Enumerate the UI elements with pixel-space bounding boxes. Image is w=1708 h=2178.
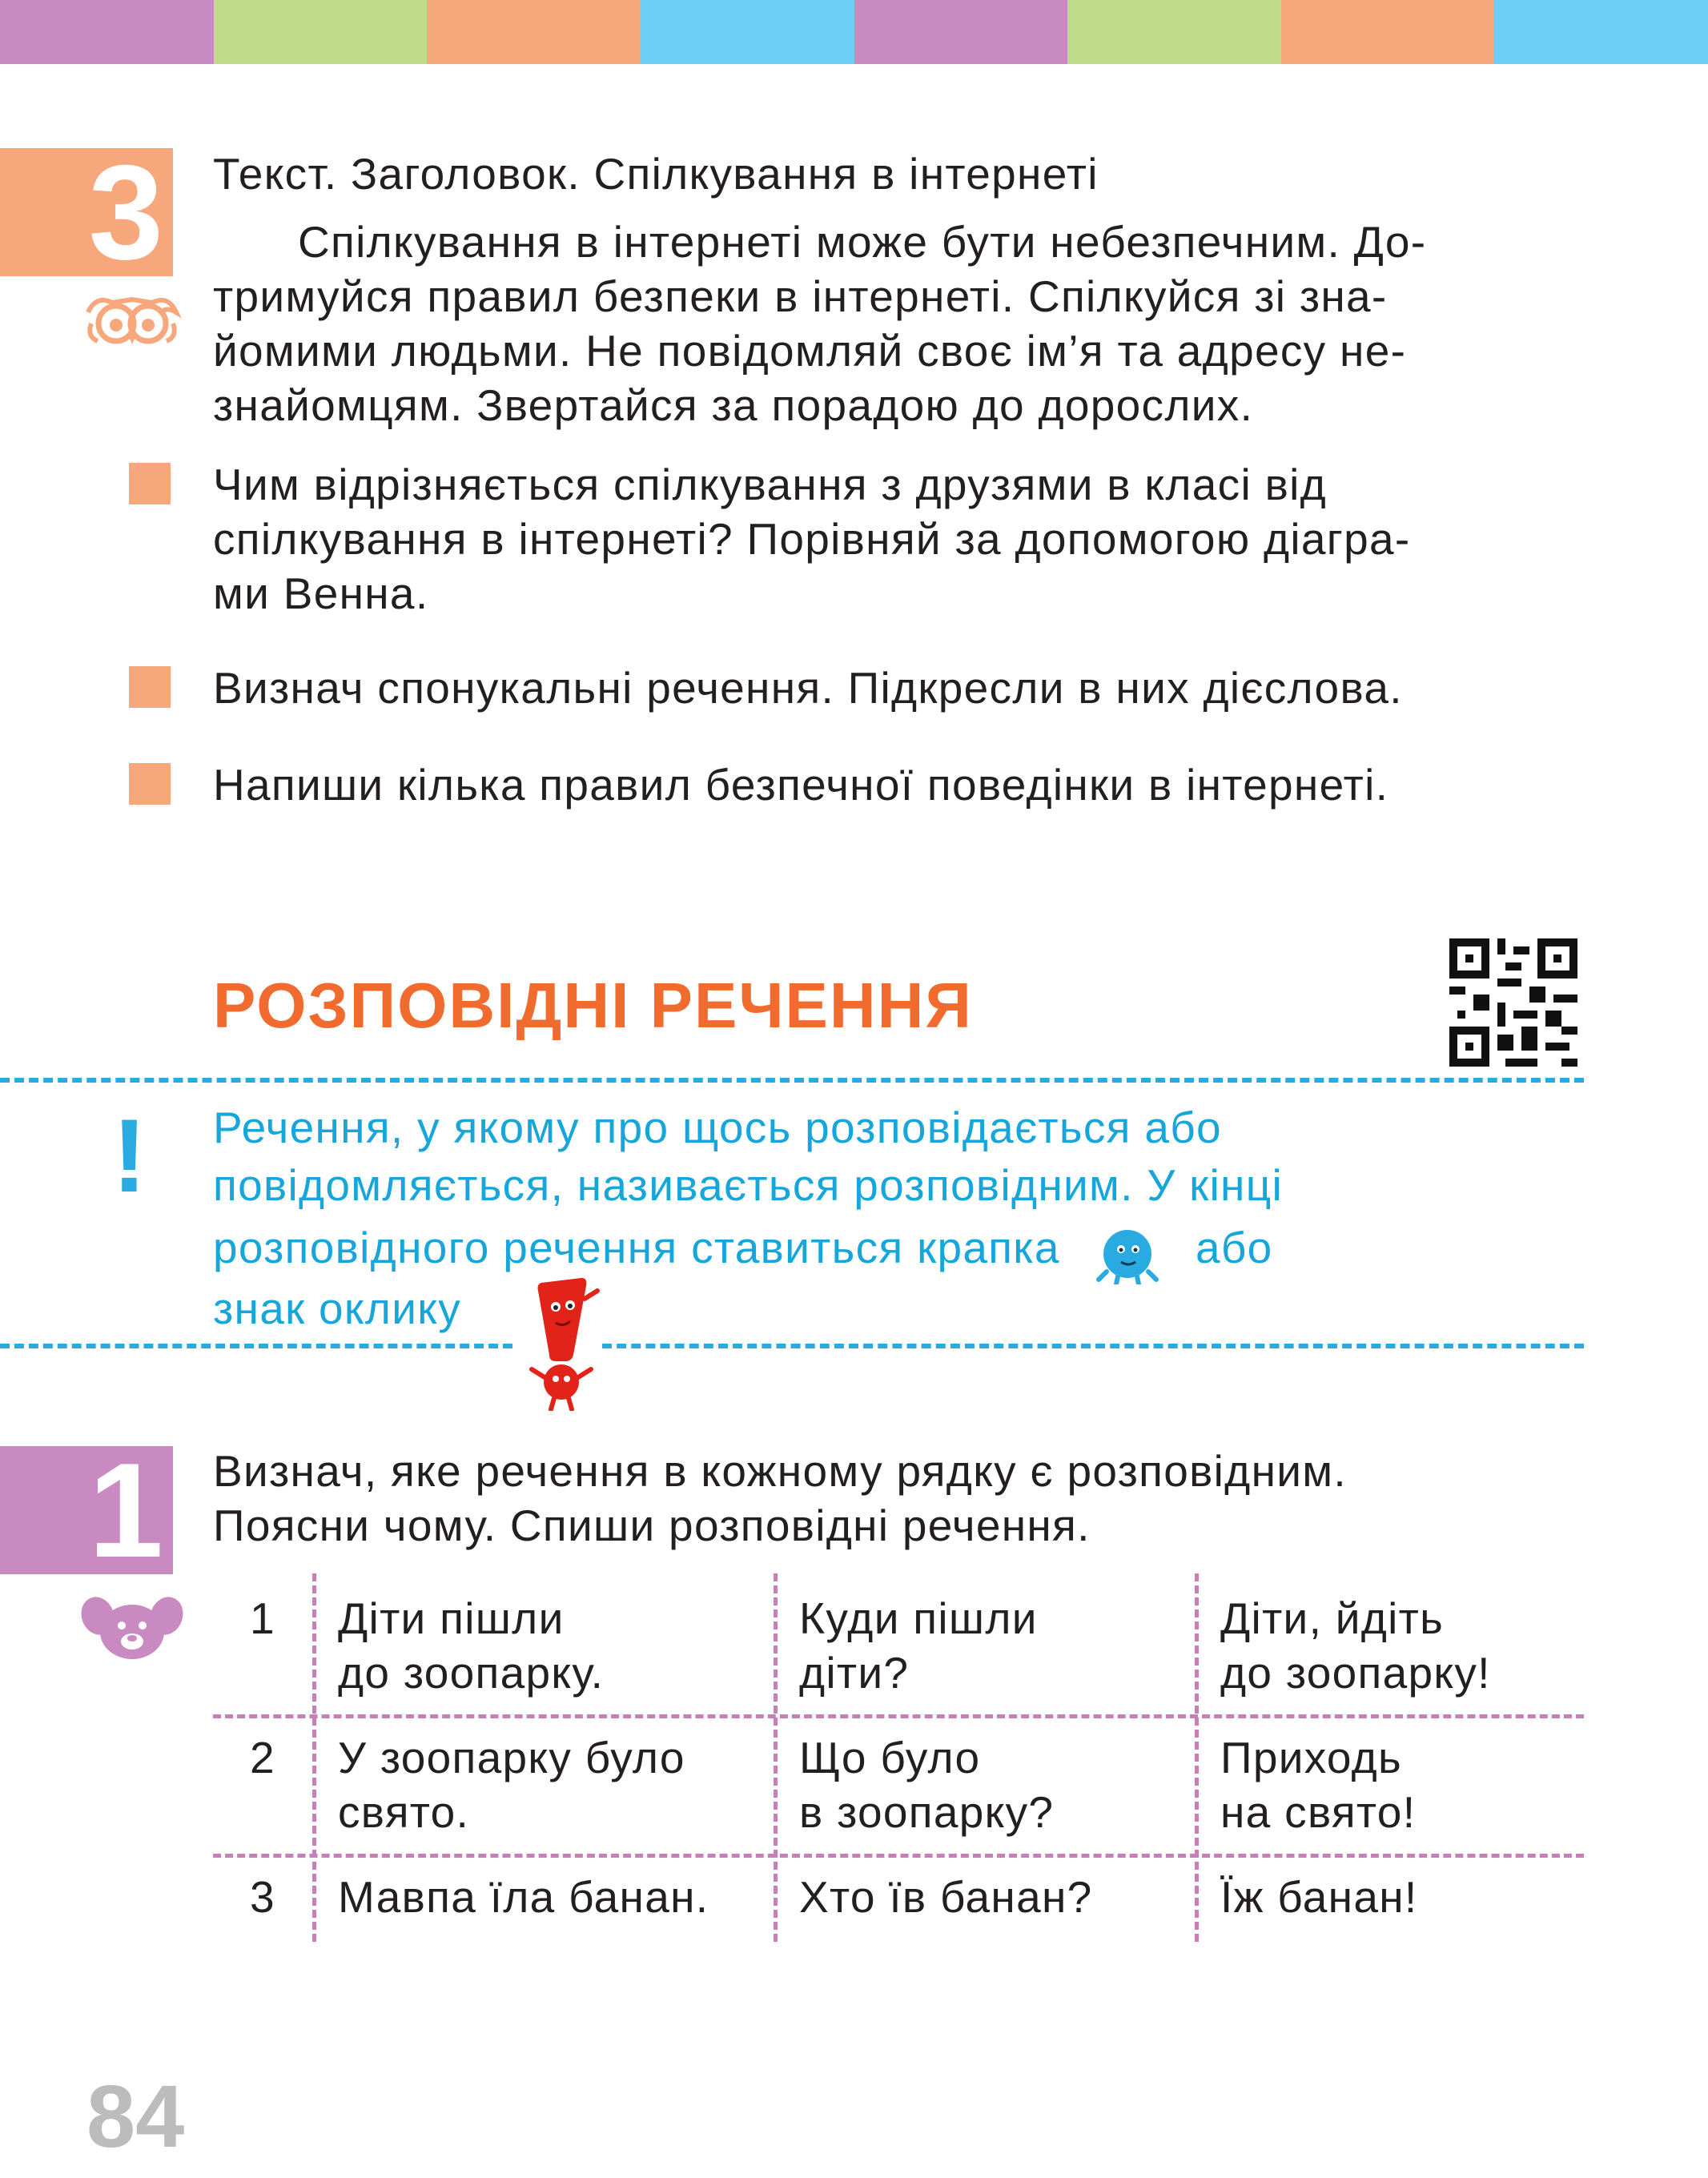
cell-line: У зоопарку було [338,1733,685,1782]
stripe-segment [1281,0,1495,64]
rule-line-part: або [1195,1223,1273,1272]
table-column-divider [774,1573,778,1942]
table-cell [1220,1870,1418,1924]
owl-icon [80,288,184,352]
stripe-segment [641,0,854,64]
cell-line: Куди пішли [799,1593,1038,1643]
paragraph-line: знайомцям. Звертайся за порадою до дорослих. [213,380,1254,430]
page-number: 84 [86,2067,185,2166]
cell-line: Мавпа їла банан. [338,1872,709,1922]
cell-line: Діти, йдіть [1220,1593,1445,1643]
task-line: ми Венна. [213,569,429,618]
task-bullet [129,763,171,805]
rule-text [213,1099,1283,1337]
task-line: спілкування в інтернеті? Порівняй за допомогою діагра- [213,514,1411,564]
row-number: 1 [250,1593,275,1643]
cell-line: Діти пішли [338,1593,565,1643]
task-bullet [129,666,171,708]
task-3 [213,757,1389,812]
table-cell [338,1870,709,1924]
task-line: Чим відрізняється спілкування з друзями в класі від [213,460,1327,509]
cell-line: до зоопарку! [1220,1648,1491,1698]
row-number: 2 [250,1733,275,1782]
cell-line: Що було [799,1733,981,1782]
cell-line: Хто їв банан? [799,1872,1093,1922]
task-line: Визнач спонукальні речення. Підкресли в них дієслова. [213,663,1403,713]
exclamation-character-icon [517,1275,605,1411]
exercise-3-title: Текст. Заголовок. Спілкування в інтернеті [213,149,1099,199]
table-cell [1220,1591,1491,1700]
rule-top-divider [0,1078,1584,1083]
instruction-line: Поясни чому. Спиши розповідні речення. [213,1501,1091,1550]
rule-line [213,1280,1283,1337]
table-cell [338,1591,604,1700]
stripe-segment [0,0,214,64]
instruction-line: Визнач, яке речення в кожному рядку є розповідним. [213,1446,1347,1496]
rule-line [213,1219,1283,1276]
rule-line-part: розповідного речення ставиться крапка [213,1223,1060,1272]
qr-code-icon[interactable] [1449,938,1577,1067]
paragraph-line: йомими людьми. Не повідомляй своє ім’я та адресу не- [213,326,1407,376]
stripe-segment [1494,0,1708,64]
rule-line: повідомляється, називається розповідним. У кінці [213,1160,1284,1210]
exercise-1-number: 1 [0,1446,173,1574]
table-cell [799,1591,1038,1700]
task-bullet [129,463,171,504]
task-line: Напиши кілька правил безпечної поведінки в інтернеті. [213,760,1389,810]
rule-line-part: знак оклику [213,1284,462,1333]
stripe-segment [854,0,1068,64]
table-row-divider [213,1714,1584,1718]
exclamation-icon: ! [112,1097,147,1214]
table-cell [799,1870,1093,1924]
table-column-divider [1195,1573,1199,1942]
rule-bottom-divider-left [0,1344,512,1348]
rule-bottom-divider-right [602,1344,1584,1348]
table-cell [338,1730,685,1839]
paragraph-line: тримуйся правил безпеки в інтернеті. Спілкуйся зі зна- [213,271,1388,321]
cell-line: свято. [338,1787,470,1837]
cell-line: в зоопарку? [799,1787,1055,1837]
section-title: РОЗПОВІДНІ РЕЧЕННЯ [213,970,973,1041]
exercise-3-number: 3 [0,148,173,276]
top-color-stripe [0,0,1708,64]
stripe-segment [427,0,641,64]
exercise-3-paragraph [213,215,1426,432]
row-number: 3 [250,1872,275,1922]
task-2 [213,661,1403,715]
cell-line: діти? [799,1648,910,1698]
task-1 [213,457,1411,621]
dog-icon [80,1592,184,1664]
cell-line: Їж банан! [1220,1872,1418,1922]
table-column-divider [312,1573,316,1942]
cell-line: Приходь [1220,1733,1402,1782]
table-cell [1220,1730,1416,1839]
exercise-1-instruction [213,1444,1347,1553]
cell-line: до зоопарку. [338,1648,605,1698]
rule-line: Речення, у якому про щось розповідається або [213,1103,1222,1152]
table-cell [799,1730,1054,1839]
table-row-divider [213,1854,1584,1858]
stripe-segment [214,0,428,64]
cell-line: на свято! [1220,1787,1417,1837]
paragraph-line: Спілкування в інтернеті може бути небезпечним. До- [298,217,1427,267]
stripe-segment [1067,0,1281,64]
period-character-icon [1089,1227,1166,1275]
